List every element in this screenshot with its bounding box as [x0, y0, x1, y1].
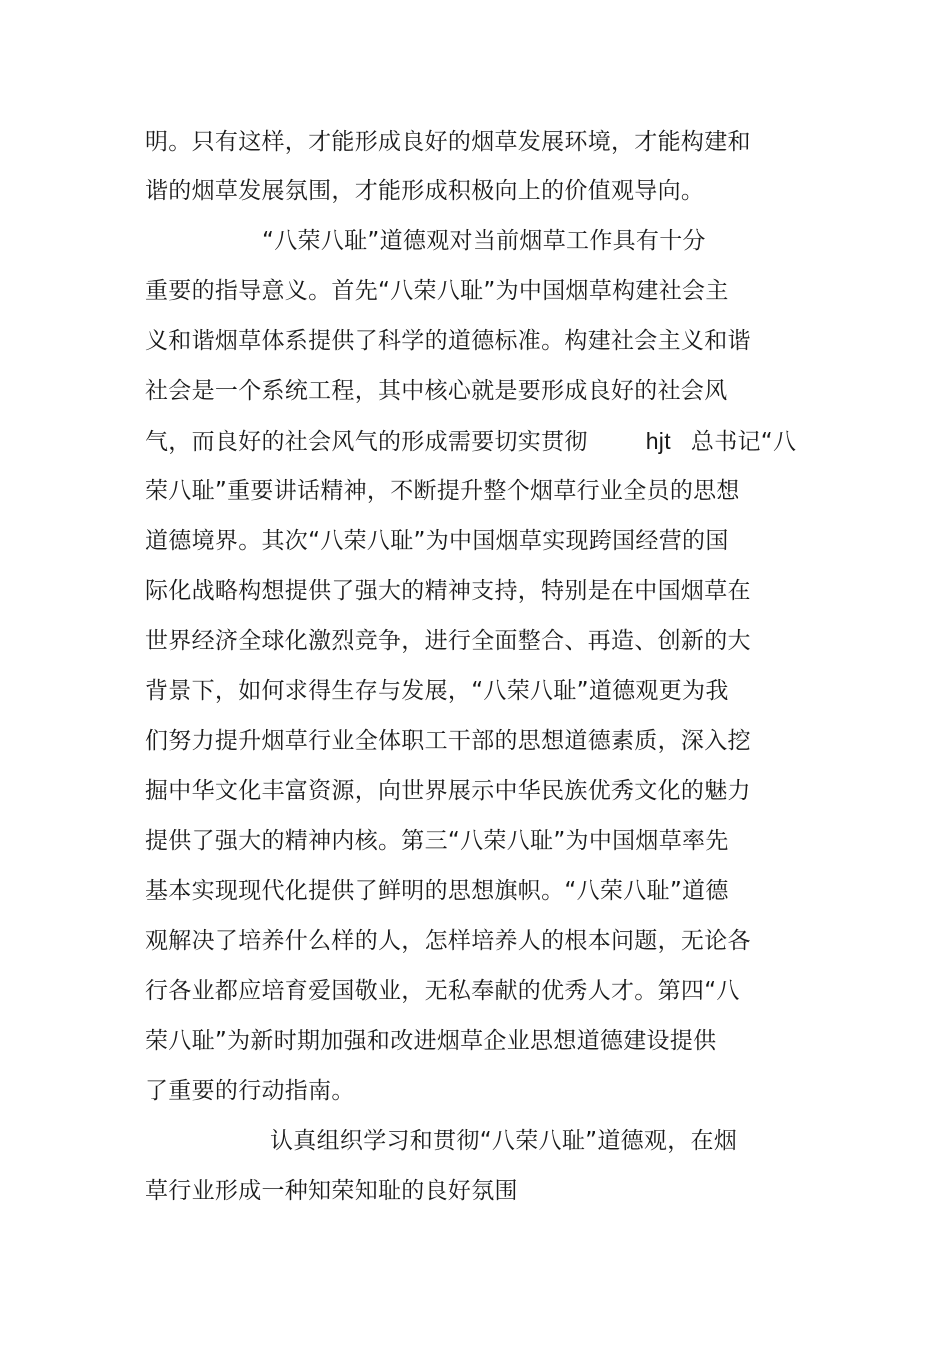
text-line: 荣八耻”重要讲话精神，不断提升整个烟草行业全员的思想 — [145, 478, 740, 504]
text-line: 掘中华文化丰富资源，向世界展示中华民族优秀文化的魅力 — [145, 778, 751, 804]
text-segment: 总书记“八 — [690, 429, 797, 455]
text-line: 义和谐烟草体系提供了科学的道德标准。构建社会主义和谐 — [145, 328, 751, 354]
text-segment-latin: hjt — [645, 428, 671, 454]
text-line: 谐的烟草发展氛围，才能形成积极向上的价值观导向。 — [145, 178, 705, 204]
text-line: 提供了强大的精神内核。第三“八荣八耻”为中国烟草率先 — [145, 828, 729, 854]
text-line: 基本实现现代化提供了鲜明的思想旗帜。“八荣八耻”道德 — [145, 878, 729, 904]
text-line: 了重要的行动指南。 — [145, 1078, 355, 1104]
text-line: 观解决了培养什么样的人，怎样培养人的根本问题，无论各 — [145, 928, 751, 954]
text-line: 社会是一个系统工程，其中核心就是要形成良好的社会风 — [145, 378, 728, 404]
text-line: 道德境界。其次“八荣八耻”为中国烟草实现跨国经营的国 — [145, 528, 729, 554]
text-line: 荣八耻”为新时期加强和改进烟草企业思想道德建设提供 — [145, 1028, 717, 1054]
text-line: 草行业形成一种知荣知耻的良好氛围 — [145, 1178, 518, 1204]
text-line: 重要的指导意义。首先“八荣八耻”为中国烟草构建社会主 — [145, 278, 729, 304]
paragraph-first-line: 认真组织学习和贯彻“八荣八耻”道德观，在烟 — [270, 1128, 738, 1154]
text-line: 们努力提升烟草行业全体职工干部的思想道德素质，深入挖 — [145, 728, 751, 754]
text-line — [145, 426, 796, 457]
text-line: 背景下，如何求得生存与发展，“八荣八耻”道德观更为我 — [145, 678, 729, 704]
text-line: 行各业都应培育爱国敬业，无私奉献的优秀人才。第四“八 — [145, 978, 740, 1004]
paragraph-first-line: “八荣八耻”道德观对当前烟草工作具有十分 — [262, 228, 706, 254]
text-line: 际化战略构想提供了强大的精神支持，特别是在中国烟草在 — [145, 578, 751, 604]
text-line: 明。只有这样，才能形成良好的烟草发展环境，才能构建和 — [145, 129, 751, 155]
text-line: 世界经济全球化激烈竞争，进行全面整合、再造、创新的大 — [145, 628, 751, 654]
text-segment: 气，而良好的社会风气的形成需要切实贯彻 — [145, 429, 588, 455]
